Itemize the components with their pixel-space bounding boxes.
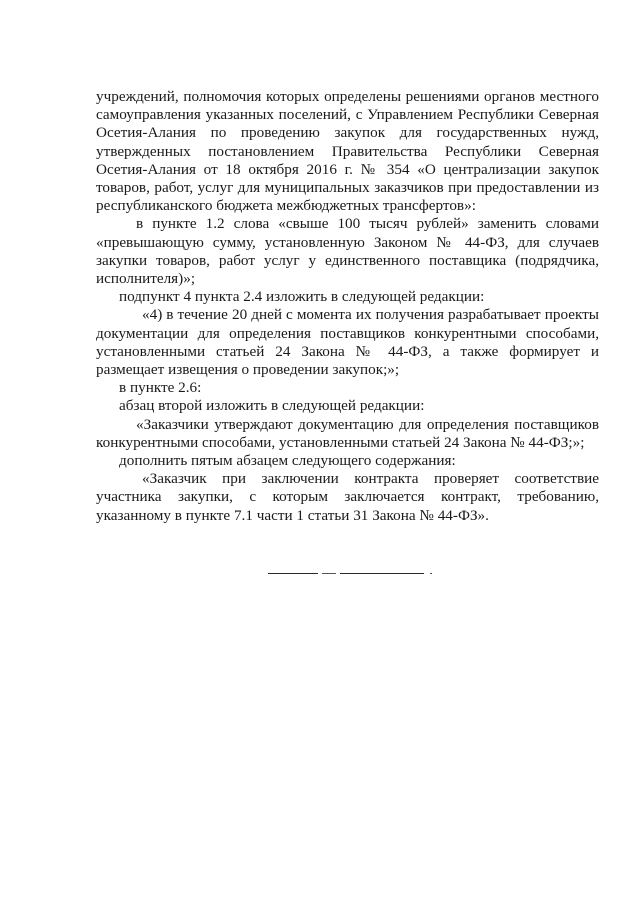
closing-divider-line [268, 573, 424, 574]
closing-divider-dot [430, 573, 432, 574]
paragraph-customers-approve: «Заказчики утверждают документацию для определения поставщиков конкурентными способами, установленными статьей 24 Закона № 44-ФЗ;»; [96, 415, 599, 451]
paragraph-add-fifth-intro: дополнить пятым абзацем следующего содержания: [119, 452, 456, 470]
paragraph-subclause-4-text: «4) в течение 20 дней с момента их получения разрабатывает проекты документации для определения поставщиков конкурентными способами, установленными статьей 24 Закона № 44-ФЗ, а также формирует и размещает извещения о проведении закупок;»; [96, 306, 599, 379]
paragraph-clause-1-2: в пункте 1.2 слова «свыше 100 тысяч рублей» заменить словами «превышающую сумму, установленную Законом № 44-ФЗ, для случаев закупки товаров, работ услуг у единственного поставщика (подрядчика, исполнителя)»; [96, 215, 599, 288]
paragraph-clause-2-6: в пункте 2.6: [119, 379, 202, 397]
paragraph-second-section-intro: абзац второй изложить в следующей редакции: [119, 397, 425, 415]
paragraph-subclause-2-4-intro: подпункт 4 пункта 2.4 изложить в следующей редакции: [119, 288, 485, 306]
document-body [96, 88, 599, 525]
paragraph-customer-checks: «Заказчик при заключении контракта проверяет соответствие участника закупки, с которым заключается контракт, требованию, указанному в пункте 7.1 части 1 статьи 31 Закона № 44-ФЗ». [96, 470, 599, 524]
closing-divider-dash [322, 573, 336, 574]
paragraph-institutions: учреждений, полномочия которых определены решениями органов местного самоуправления указанных поселений, с Управлением Республики Северная Осетия-Алания по проведению закупок для государственных нужд, утвержденных постановлением Правительства Республики Северная Осетия-Алания от 18 октября 2016 г. № 354 «О централизации закупок товаров, работ, услуг для муниципальных заказчиков при предоставлении из республиканского бюджета межбюджетных трансфертов»: [96, 88, 599, 215]
